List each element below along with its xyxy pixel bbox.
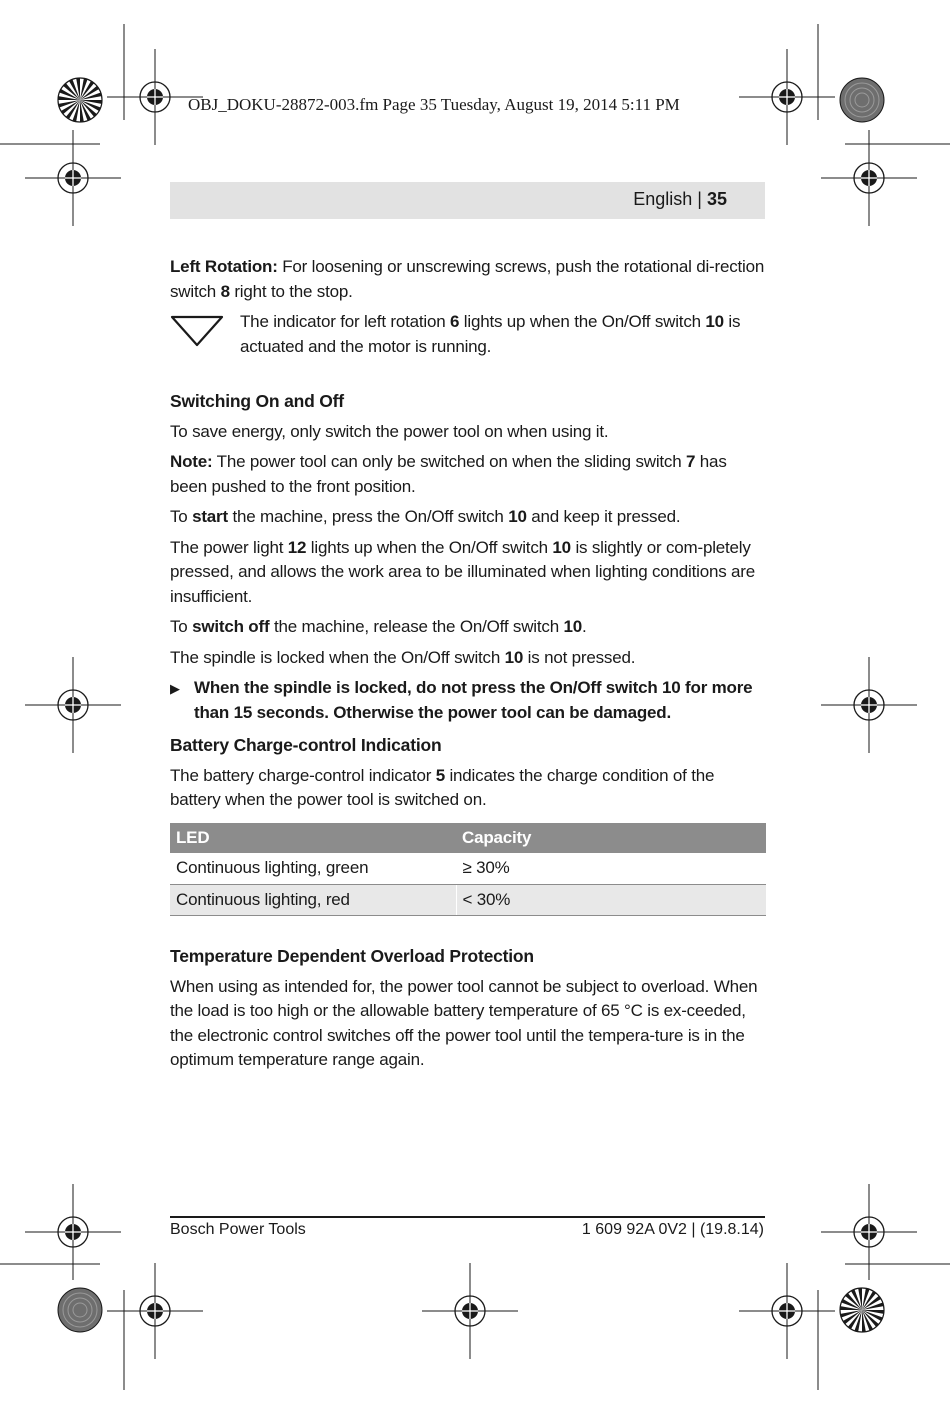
emphasis: switch off [192,617,270,636]
starburst-target-icon [840,1288,884,1332]
text-span: lights up when the On/Off switch [306,537,553,557]
ref-number: 10 [563,617,582,636]
footer-rule [170,1216,765,1218]
ref-number: 10 [552,537,571,557]
text-span: The spindle is locked when the On/Off switch [170,647,505,667]
table-header-capacity: Capacity [456,823,766,854]
text-span: the machine, release the On/Off switch [269,617,564,636]
text-span: is actuated and the motor is running. [240,312,741,356]
text-span: To [170,617,193,636]
text-span: The power tool can only be switched on when the sliding switch [212,452,687,471]
table-cell-capacity: ≥ 30% [456,853,766,884]
triangle-bullet-icon: ▶ [170,681,180,696]
page-number: 35 [706,189,727,209]
ref-number: 6 [450,312,460,331]
spindle-warning [170,676,765,725]
page-header [170,182,765,219]
table-cell-led: Continuous lighting, green [170,853,456,884]
left-rotation-note [170,310,765,359]
ref-number: 5 [435,765,445,785]
gray-target-icon [840,78,884,122]
left-rotation-paragraph [170,255,765,304]
start-paragraph [170,505,765,530]
emphasis: start [192,507,228,526]
chevron-down-icon [170,310,240,356]
table-header-row [170,823,766,854]
text-span: The battery charge-control indicator [170,765,436,785]
file-slug: OBJ_DOKU-28872-003.fm Page 35 Tuesday, August 19, 2014 5:11 PM [188,95,680,114]
table-row [170,884,766,916]
registration-mark-icon [25,657,121,753]
warning-text: When the spindle is locked, do not press the On/Off switch 10 for more than 15 seconds. Otherwise the power tool can be damaged. [194,678,753,722]
text-span: the machine, press the On/Off switch [227,507,509,526]
registration-mark-icon [107,1263,203,1359]
led-capacity-table [170,823,766,917]
registration-mark-icon [422,1263,518,1359]
starburst-target-icon [58,78,102,122]
header-separator: | [692,189,707,209]
registration-mark-icon [739,1263,835,1359]
gray-target-icon [58,1288,102,1332]
battery-heading: Battery Charge-control Indication [170,735,442,755]
text-span: is not pressed. [523,647,636,667]
overload-heading: Temperature Dependent Overload Protection [170,946,534,966]
header-language: English [633,189,693,209]
overload-paragraph: When using as intended for, the power tool cannot be subject to overload. When the load is too high or the allowable battery temperature of 65 °C is ex-ceeded, the electronic control switches off the power tool until the tempera-ture is in the optimum temperature range again. [170,976,758,1069]
text-span: . [582,617,587,636]
left-rotation-label: Left Rotation: [170,257,278,276]
text-span: is slightly or com-pletely pressed, and allows the work area to be illuminated when lighting conditions are insufficient. [170,537,756,606]
text-span: For loosening or unscrewing screws, push the rotational di-rection switch [170,257,765,301]
note-text [240,310,765,359]
ref-number: 10 [705,312,724,331]
note-label: Note: [170,452,213,471]
table-header-led: LED [170,823,456,854]
table-cell-capacity: < 30% [456,884,766,916]
text-span: has been pushed to the front position. [170,452,727,496]
footer-brand: Bosch Power Tools [170,1221,306,1238]
registration-mark-icon [25,1184,121,1280]
text-span: To [170,507,193,526]
save-energy-paragraph: To save energy, only switch the power tool on when using it. [170,421,609,441]
power-light-paragraph [170,536,765,610]
switching-heading: Switching On and Off [170,391,344,411]
registration-mark-icon [821,1184,917,1280]
ref-number: 10 [504,647,524,667]
text-span: indicates the charge condition of the battery when the power tool is switched on. [170,765,715,809]
ref-number: 8 [220,281,230,301]
switch-off-paragraph [170,615,765,640]
note-paragraph [170,450,765,499]
text-span: The power light [170,537,288,557]
header-text [633,189,727,210]
spindle-paragraph [170,646,765,671]
text-span: right to the stop. [229,281,353,301]
ref-number: 7 [686,452,696,471]
text-span: and keep it pressed. [526,507,681,526]
battery-paragraph [170,764,765,813]
footer-doc-number: 1 609 92A 0V2 | (19.8.14) [581,1221,764,1238]
table-row [170,853,766,884]
page-content [170,255,765,1079]
text-span: lights up when the On/Off switch [459,312,706,331]
table-cell-led: Continuous lighting, red [170,884,456,916]
ref-number: 10 [508,507,527,526]
ref-number: 12 [287,537,307,557]
registration-mark-icon [821,657,917,753]
text-span: The indicator for left rotation [240,312,450,331]
